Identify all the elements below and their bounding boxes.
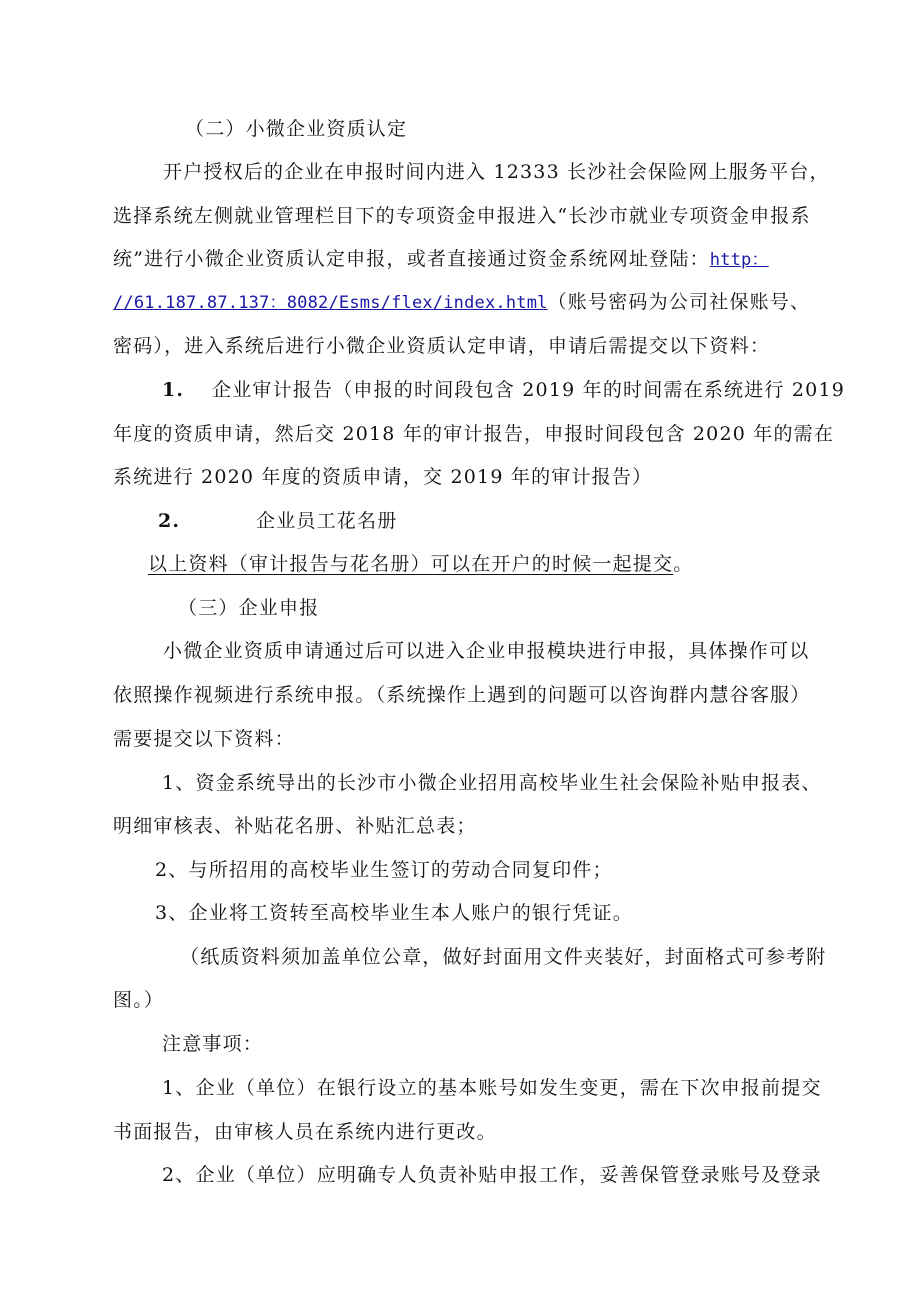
list-item-text: 年度的资质申请，然后交 2018 年的审计报告，申报时间段包含 2020 年的需在 (113, 423, 835, 445)
list-item-text: 系统进行 2020 年度的资质申请，交 2019 年的审计报告） (113, 466, 653, 488)
notes-heading: 注意事项： (162, 1033, 264, 1055)
paragraph-line: （纸质资料须加盖单位公章，做好封面用文件夹装好，封面格式可参考附 (180, 946, 827, 968)
paragraph-line (113, 290, 810, 315)
list-number: 1. (162, 379, 185, 401)
underlined-note: 以上资料（审计报告与花名册）可以在开户的时候一起提交 (148, 553, 674, 575)
paragraph-text: 统”进行小微企业资质认定申报，或者直接通过资金系统网址登陆： (113, 248, 710, 270)
system-url-link-continued[interactable]: //61.187.87.137：8082/Esms/flex/index.html (113, 293, 548, 313)
note-line (148, 552, 693, 576)
section-heading-application: （三）企业申报 (178, 597, 320, 619)
list-item-text: 2、与所招用的高校毕业生签订的劳动合同复印件； (155, 859, 613, 881)
note-period: 。 (673, 553, 694, 575)
list-item-text: 3、企业将工资转至高校毕业生本人账户的银行凭证。 (155, 902, 633, 924)
list-item-text: 1、资金系统导出的长沙市小微企业招用高校毕业生社会保险补贴申报表、 (162, 772, 822, 794)
paragraph-line: 依照操作视频进行系统申报。（系统操作上遇到的问题可以咨询群内慧谷客服） (113, 684, 811, 706)
paragraph-text: （账号密码为公司社保账号、 (547, 291, 811, 313)
paragraph-line: 需要提交以下资料： (113, 728, 295, 750)
paragraph-line: 图。） (113, 989, 165, 1011)
system-url-link[interactable]: http： (709, 250, 769, 270)
paragraph-line (113, 247, 769, 272)
list-item-text: 企业员工花名册 (256, 510, 398, 532)
note-item-text: 1、企业（单位）在银行设立的基本账号如发生变更，需在下次申报前提交 (162, 1077, 822, 1099)
section-heading-qualification: （二）小微企业资质认定 (185, 118, 408, 140)
list-item-text: 明细审核表、补贴花名册、补贴汇总表； (113, 815, 477, 837)
paragraph-line: 密码），进入系统后进行小微企业资质认定申请，申请后需提交以下资料： (113, 335, 771, 357)
list-item-text: 企业审计报告（申报的时间段包含 2019 年的时间需在系统进行 2019 (212, 379, 846, 401)
paragraph-line: 选择系统左侧就业管理栏目下的专项资金申报进入“长沙市就业专项资金申报系 (113, 205, 811, 227)
note-item-text: 书面报告，由审核人员在系统内进行更改。 (113, 1121, 497, 1143)
paragraph-line: 开户授权后的企业在申报时间内进入 12333 长沙社会保险网上服务平台， (163, 161, 830, 183)
note-item-text: 2、企业（单位）应明确专人负责补贴申报工作，妥善保管登录账号及登录 (162, 1164, 822, 1186)
paragraph-line: 小微企业资质申请通过后可以进入企业申报模块进行申报，具体操作可以 (163, 640, 810, 662)
list-number: 2. (158, 510, 181, 532)
